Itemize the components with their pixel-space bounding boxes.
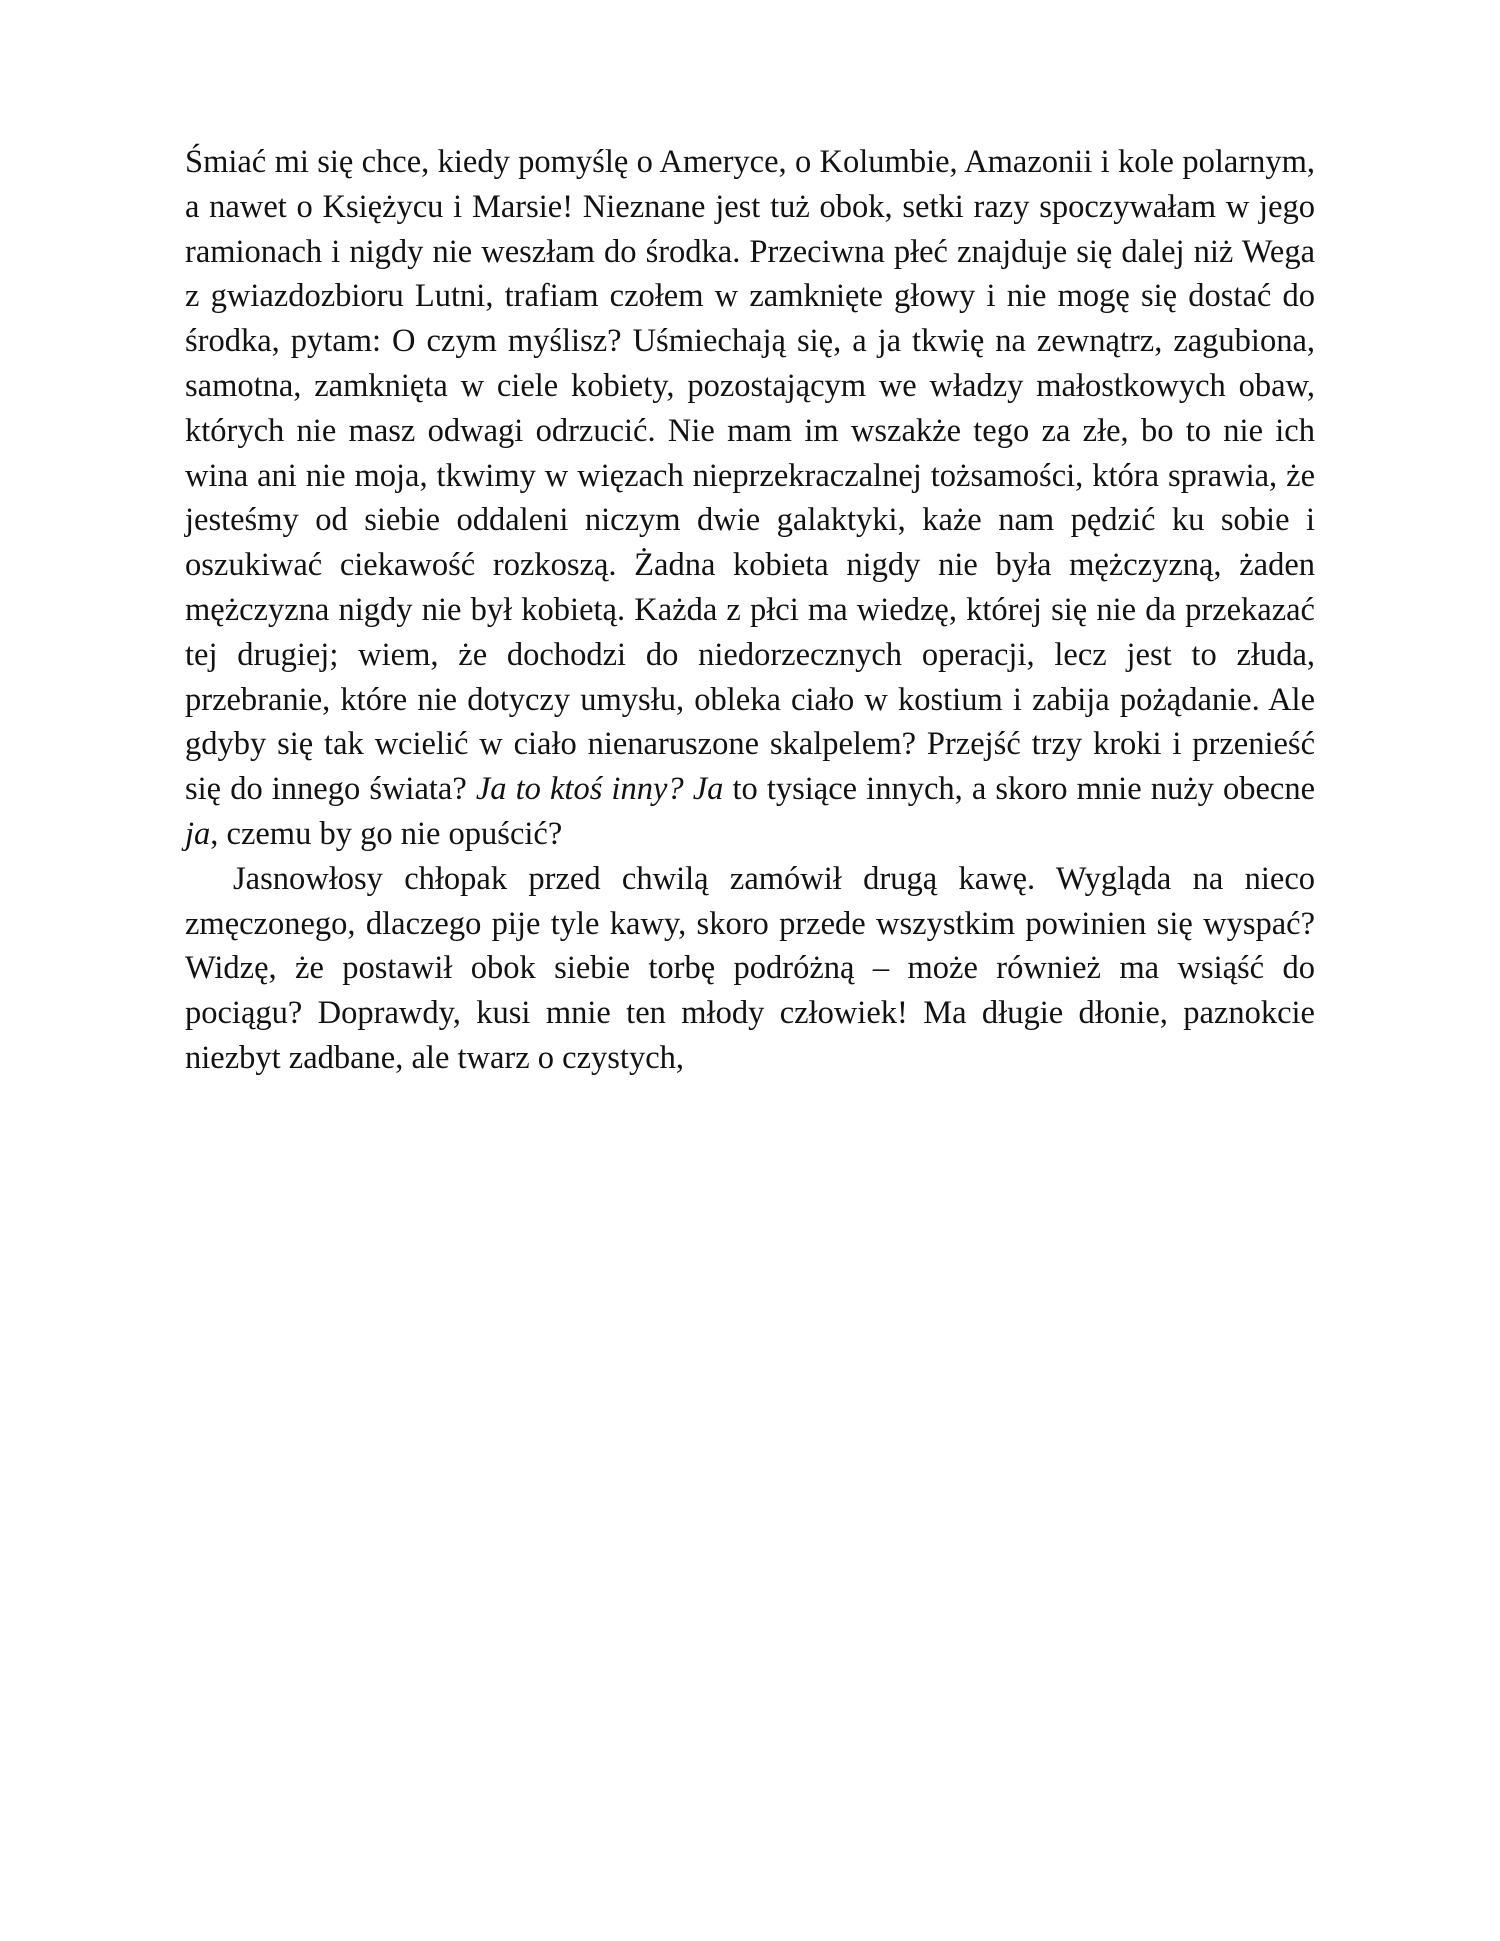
text-run: Jasnowłosy chłopak przed chwilą zamówił drugą kawę. Wygląda na nieco zmęczonego, dlaczego pije tyle kawy, skoro przede wszystkim powinien się wyspać? Widzę, że postawił obok siebie torbę podróżną – może również ma wsiąść do pociągu? Doprawdy, kusi mnie ten młody człowiek! Ma długie dłonie, paznokcie niezbyt zadbane, ale twarz o czystych, [185,860,1315,1076]
paragraph-2 [185,857,1315,1081]
page-body-text [185,140,1315,1081]
italic-run: Ja to ktoś inny? Ja [475,771,724,808]
text-run: , czemu by go nie opuścić? [210,815,563,852]
text-run: to tysiące innych, a skoro mnie nuży obecne [723,771,1315,808]
paragraph-1 [185,140,1315,857]
text-run: Śmiać mi się chce, kiedy pomyślę o Ameryce, o Kolumbie, Amazonii i kole polarnym, a nawet o Księżycu i Marsie! Nieznane jest tuż obok, setki razy spoczywałam w jego ramionach i nigdy nie weszłam do środka. Przeciwna płeć znajduje się dalej niż Wega z gwiazdozbioru Lutni, trafiam czołem w zamknięte głowy i nie mogę się dostać do środka, pytam: O czym myślisz? Uśmiechają się, a ja tkwię na zewnątrz, zagubiona, samotna, zamknięta w ciele kobiety, pozostającym we władzy małostkowych obaw, których nie masz odwagi odrzucić. Nie mam im wszakże tego za złe, bo to nie ich wina ani nie moja, tkwimy w więzach nieprzekraczalnej tożsamości, która sprawia, że jesteśmy od siebie oddaleni niczym dwie galaktyki, każe nam pędzić ku sobie i oszukiwać ciekawość rozkoszą. Żadna kobieta nigdy nie była mężczyzną, żaden mężczyzna nigdy nie był kobietą. Każda z płci ma wiedzę, której się nie da przekazać tej drugiej; wiem, że dochodzi do niedorzecznych operacji, lecz jest to złuda, przebranie, które nie dotyczy umysłu, obleka ciało w kostium i zabija pożądanie. Ale gdyby się tak wcielić w ciało nienaruszone skalpelem? Przejść trzy kroki i przenieść się do innego świata? [185,144,1315,808]
italic-run: ja [185,815,211,852]
